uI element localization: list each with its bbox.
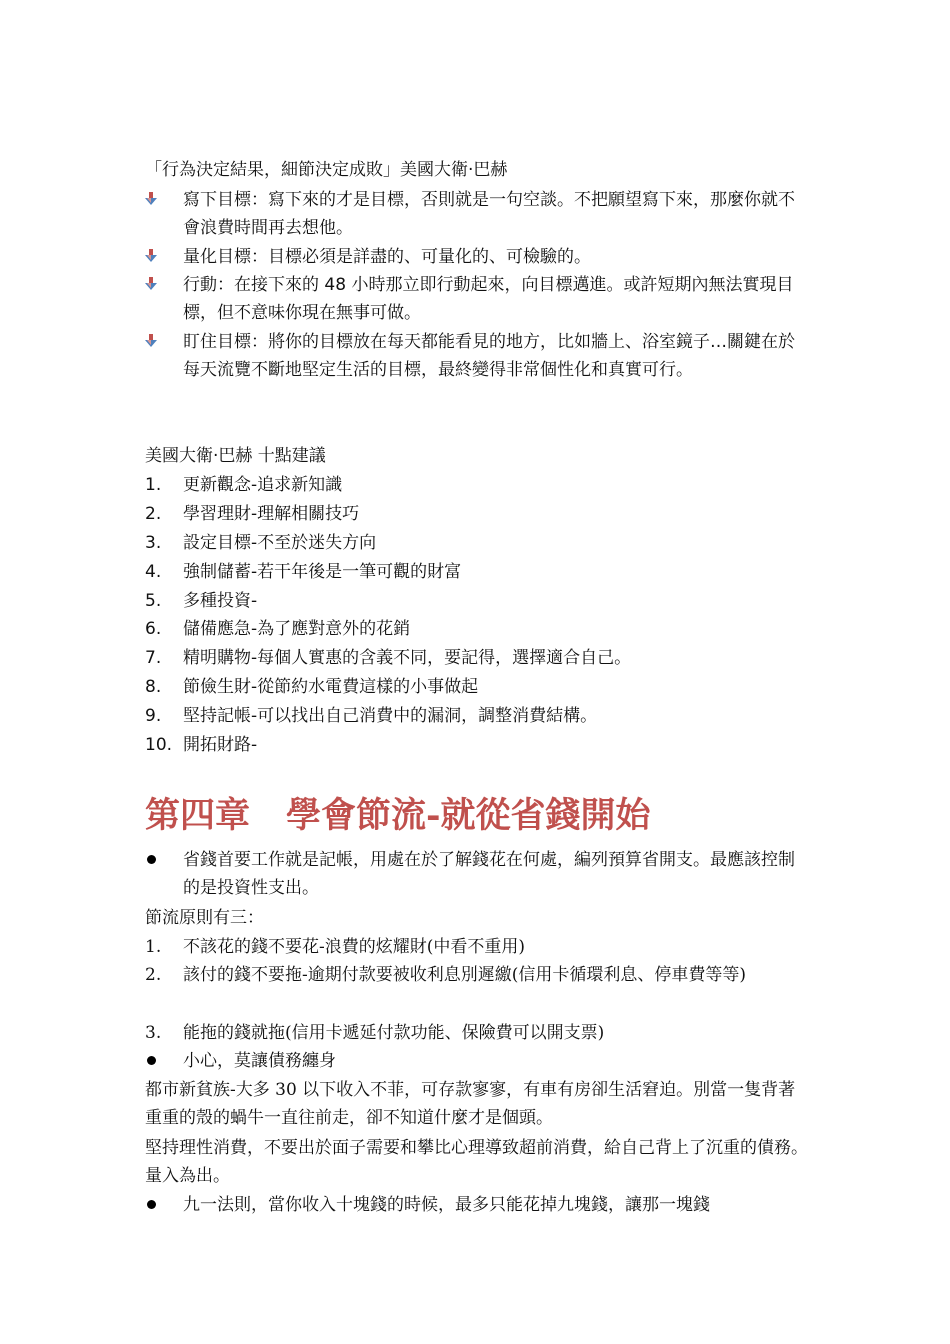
- ten-tip-text: 堅持記帳-可以找出自己消費中的漏洞，調整消費結構。: [183, 706, 598, 726]
- bullet-text: 九一法則，當你收入十塊錢的時候，最多只能花掉九塊錢，讓那一塊錢: [183, 1195, 710, 1215]
- ten-tip-item: [145, 615, 810, 643]
- bullet-text: 省錢首要工作就是記帳，用處在於了解錢花在何處，編列預算省開支。最應該控制的是投資性支出。: [183, 850, 795, 898]
- bullet-dot-icon: [147, 1056, 156, 1065]
- goal-tip-item: [145, 271, 810, 327]
- ten-tip-text: 儲備應急-為了應對意外的花銷: [183, 619, 411, 639]
- bullet-item: [145, 1047, 810, 1075]
- ten-tips-title: 美國大衛‧巴赫 十點建議: [145, 446, 326, 466]
- chapter-title: 學會節流-就從省錢開始: [286, 795, 651, 836]
- quote-line: 「行為決定結果，細節決定成敗」美國大衛‧巴赫: [145, 160, 508, 180]
- ten-tip-item: [145, 471, 810, 499]
- ten-tip-number: 3.: [145, 533, 162, 553]
- principle-text: 不該花的錢不要花-浪費的炫耀財(中看不重用): [183, 937, 526, 957]
- ten-tip-item: [145, 529, 810, 557]
- goal-tip-text: 盯住目標：將你的目標放在每天都能看見的地方，比如牆上、浴室鏡子…關鍵在於每天流覽不斷地堅定生活的目標，最終變得非常個性化和真實可行。: [183, 332, 795, 380]
- bullet-dot-icon: [147, 1200, 156, 1209]
- chapter-number: 第四章: [145, 795, 251, 836]
- ten-tip-number: 4.: [145, 562, 162, 582]
- principle-item: [145, 933, 810, 961]
- bullet-dot-icon: [147, 855, 156, 864]
- bullet-item: [145, 1191, 810, 1219]
- arrow-down-bullet-icon: [145, 192, 157, 206]
- ten-tip-item: [145, 731, 810, 759]
- principle-text: 能拖的錢就拖(信用卡遞延付款功能、保險費可以開支票): [183, 1023, 605, 1043]
- ten-tip-item: [145, 702, 810, 730]
- ten-tip-number: 7.: [145, 648, 162, 668]
- ten-tip-item: [145, 644, 810, 672]
- ten-tip-number: 9.: [145, 706, 162, 726]
- goal-tip-text: 寫下目標：寫下來的才是目標，否則就是一句空談。不把願望寫下來，那麼你就不會浪費時間再去想他。: [183, 190, 795, 238]
- arrow-down-bullet-icon: [145, 277, 157, 291]
- ten-tip-number: 5.: [145, 591, 162, 611]
- goal-tip-item: [145, 328, 810, 384]
- ten-tip-number: 6.: [145, 619, 162, 639]
- ten-tip-text: 節儉生財-從節約水電費這樣的小事做起: [183, 677, 479, 697]
- ten-tip-text: 學習理財-理解相關技巧: [183, 504, 360, 524]
- ten-tip-number: 2.: [145, 504, 162, 524]
- ten-tip-text: 設定目標-不至於迷失方向: [183, 533, 377, 553]
- arrow-down-bullet-icon: [145, 249, 157, 263]
- ten-tip-text: 開拓財路-: [183, 735, 258, 755]
- bullet-text: 小心，莫讓債務纏身: [183, 1051, 336, 1071]
- principle-number: 2.: [145, 965, 162, 985]
- principle-text: 該付的錢不要拖-逾期付款要被收利息別遲繳(信用卡循環利息、停車費等等): [183, 965, 747, 985]
- goal-tip-text: 量化目標：目標必須是詳盡的、可量化的、可檢驗的。: [183, 247, 591, 267]
- principle-number: 1.: [145, 937, 162, 957]
- ten-tip-text: 更新觀念-追求新知識: [183, 475, 343, 495]
- goal-tip-text: 行動：在接下來的 48 小時那立即行動起來，向目標邁進。或許短期內無法實現目標，但不意味你現在無事可做。: [183, 275, 794, 323]
- principle-item: [145, 1019, 810, 1047]
- ten-tip-text: 強制儲蓄-若干年後是一筆可觀的財富: [183, 562, 462, 582]
- bullet-item: [145, 846, 810, 902]
- principles-title: 節流原則有三：: [145, 908, 264, 928]
- goal-tip-item: [145, 243, 810, 271]
- ten-tip-item: [145, 673, 810, 701]
- arrow-down-bullet-icon: [145, 334, 157, 348]
- paragraph-rational: 堅持理性消費，不要出於面子需要和攀比心理導致超前消費，給自己背上了沉重的債務。量入為出。: [145, 1138, 808, 1186]
- chapter-heading: [145, 792, 651, 840]
- ten-tip-item: [145, 587, 810, 615]
- principle-number: 3.: [145, 1023, 162, 1043]
- paragraph-poor: 都市新貧族-大多 30 以下收入不菲，可存款寥寥，有車有房卻生活窘迫。別當一隻背著重重的殼的蝸牛一直往前走，卻不知道什麼才是個頭。: [145, 1080, 796, 1128]
- ten-tip-number: 8.: [145, 677, 162, 697]
- ten-tip-item: [145, 558, 810, 586]
- ten-tip-item: [145, 500, 810, 528]
- principle-item: [145, 961, 810, 989]
- ten-tip-text: 多種投資-: [183, 591, 258, 611]
- ten-tip-text: 精明購物-每個人實惠的含義不同，要記得，選擇適合自己。: [183, 648, 632, 668]
- ten-tip-number: 10.: [145, 735, 173, 755]
- goal-tip-item: [145, 186, 810, 242]
- ten-tip-number: 1.: [145, 475, 162, 495]
